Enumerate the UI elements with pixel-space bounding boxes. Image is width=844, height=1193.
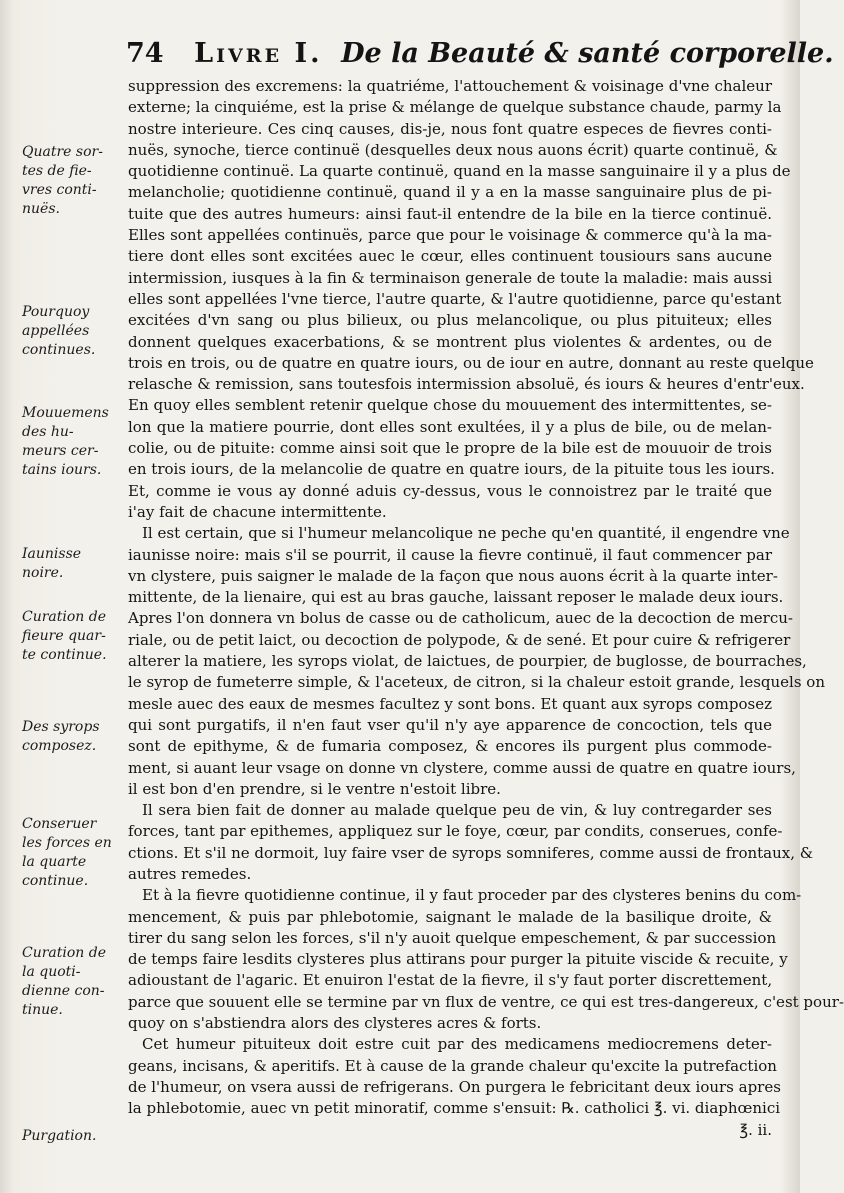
text-line: iaunisse noire: mais s'il se pourrit, il cause la fievre continuë, il faut commencer par xyxy=(128,545,772,564)
text-line: autres remedes. xyxy=(128,864,252,883)
margin-line: la quarte xyxy=(22,854,87,870)
margin-line: nuës. xyxy=(22,201,60,217)
text-line: nostre interieure. Ces cinq causes, dis-je, nous font quatre especes de fievres conti- xyxy=(128,119,772,138)
text-line: nuës, synoche, tierce continuë (desquelles deux nous auons écrit) quarte continuë, & xyxy=(128,140,778,159)
text-line: lon que la matiere pourrie, dont elles sont exultées, il y a plus de bile, ou de melan- xyxy=(128,417,772,436)
text-line: Elles sont appellées continuës, parce que pour le voisinage & commerce qu'à la ma- xyxy=(128,226,772,245)
margin-line: Quatre sor- xyxy=(22,144,103,160)
margin-line: Des syrops xyxy=(22,719,100,735)
text-line: riale, ou de petit laict, ou decoction de polypode, & de sené. Et pour cuire & refrigerer xyxy=(128,630,791,649)
text-line: quoy on s'abstiendra alors des clysteres acres & forts. xyxy=(128,1014,542,1033)
text-line: Cet humeur pituiteux doit estre cuit par des medicamens mediocremens deter- xyxy=(142,1035,772,1054)
margin-note xyxy=(22,143,122,219)
text-line: suppression des excremens: la quatriéme, l'attouchement & voisinage d'vne chaleur xyxy=(128,77,772,95)
text-line: En quoy elles semblent retenir quelque chose du mouuement des intermittentes, se- xyxy=(128,396,772,415)
running-header xyxy=(126,34,834,74)
margin-line: vres conti- xyxy=(22,182,97,198)
margin-line: composez. xyxy=(22,738,97,754)
margin-line: fieure quar- xyxy=(22,628,106,644)
text-line: relasche & remission, sans toutesfois intermission absoluë, és iours & heures d'entr'eux. xyxy=(128,375,805,394)
text-line: Et à la fievre quotidienne continue, il y faut proceder par des clysteres benins du com- xyxy=(142,886,802,905)
text-line: ℥. ii. xyxy=(739,1120,772,1139)
margin-line: Purgation. xyxy=(22,1128,97,1144)
margin-line: des hu- xyxy=(22,424,74,440)
text-line: tiere dont elles sont excitées auec le cœur, elles continuent tousiours sans aucune xyxy=(128,247,772,266)
text-line: adioustant de l'agaric. Et enuiron l'estat de la fievre, il s'y faut porter discrettement, xyxy=(128,971,773,990)
margin-line: appellées xyxy=(22,323,90,339)
margin-note xyxy=(22,815,122,891)
margin-line: continues. xyxy=(22,342,96,358)
margin-line: meurs cer- xyxy=(22,443,99,459)
margin-line: Pourquoy xyxy=(22,304,90,320)
text-line: ment, si auant leur vsage on donne vn clystere, comme aussi de quatre en quatre iours, xyxy=(128,758,796,777)
margin-note xyxy=(22,718,122,756)
text-line: vn clystere, puis saigner le malade de la façon que nous auons écrit à la quarte inter- xyxy=(128,566,778,585)
text-line: elles sont appellées l'vne tierce, l'autre quarte, & l'autre quotidienne, parce qu'estant xyxy=(128,289,782,308)
margin-line: tains iours. xyxy=(22,462,102,478)
margin-note xyxy=(22,1127,122,1146)
text-line: mencement, & puis par phlebotomie, saignant le malade de la basilique droite, & xyxy=(128,907,772,926)
text-line: il est bon d'en prendre, si le ventre n'estoit libre. xyxy=(128,779,501,798)
text-line: alterer la matiere, les syrops violat, de laictues, de pourpier, de buglosse, de bourraches, xyxy=(128,652,807,671)
margin-line: tes de fie- xyxy=(22,163,92,179)
text-line: donnent quelques exacerbations, & se montrent plus violentes & ardentes, ou de xyxy=(128,332,772,351)
header-title: De la Beauté & santé corporelle. xyxy=(341,38,834,69)
text-line: ctions. Et s'il ne dormoit, luy faire vser de syrops somniferes, comme aussi de frontaux, & xyxy=(128,843,814,862)
margin-note xyxy=(22,944,122,1020)
text-line: Il sera bien fait de donner au malade quelque peu de vin, & luy contregarder ses xyxy=(142,801,772,820)
text-line: externe; la cinquiéme, est la prise & mélange de quelque substance chaude, parmy la xyxy=(128,98,782,117)
text-line: qui sont purgatifs, il n'en faut vser qu'il n'y aye apparence de concoction, tels que xyxy=(128,715,772,734)
text-line: intermission, iusques à la fin & terminaison generale de toute la maladie: mais aussi xyxy=(128,268,773,287)
margin-line: la quoti- xyxy=(22,964,81,980)
text-line: tirer du sang selon les forces, s'il n'y auoit quelque empeschement, & par succession xyxy=(128,928,777,947)
margin-line: Curation de xyxy=(22,945,107,961)
margin-note xyxy=(22,404,122,480)
margin-line: Iaunisse xyxy=(22,546,82,562)
margin-line: noire. xyxy=(22,565,64,581)
text-line: Il est certain, que si l'humeur melancolique ne peche qu'en quantité, il engendre vne xyxy=(142,524,790,543)
margin-line: continue. xyxy=(22,873,89,889)
text-line: mittente, de la lienaire, qui est au bras gauche, laissant reposer le malade deux iours. xyxy=(128,588,784,607)
text-line: de l'humeur, on vsera aussi de refrigerans. On purgera le febricitant deux iours apres xyxy=(128,1077,781,1096)
margin-line: tinue. xyxy=(22,1002,63,1018)
margin-note xyxy=(22,608,122,665)
margin-line: Conseruer xyxy=(22,816,97,832)
text-line: parce que souuent elle se termine par vn flux de ventre, ce qui est tres-dangereux, c'est pour- xyxy=(128,992,844,1011)
text-line: en trois iours, de la melancolie de quatre en quatre iours, de la pituite tous les iours. xyxy=(128,460,775,479)
margin-note xyxy=(22,303,122,360)
book-label: Livre I. xyxy=(194,38,323,69)
margin-line: te continue. xyxy=(22,647,107,663)
text-line: de temps faire lesdits clysteres plus attirans pour purger la pituite viscide & recuite, y xyxy=(128,950,788,969)
margin-line: Mouuemens xyxy=(22,405,109,421)
text-line: trois en trois, ou de quatre en quatre iours, ou de iour en autre, donnant au reste quelque xyxy=(128,353,814,372)
text-line: geans, incisans, & aperitifs. Et à cause de la grande chaleur qu'excite la putrefaction xyxy=(128,1056,777,1075)
text-line: mesle auec des eaux de mesmes facultez y sont bons. Et quant aux syrops composez xyxy=(128,694,772,713)
text-line: la phlebotomie, auec vn petit minoratif, comme s'ensuit: ℞. catholici ℥. vi. diaphœnici xyxy=(128,1099,781,1118)
margin-line: dienne con- xyxy=(22,983,105,999)
margin-line: les forces en xyxy=(22,835,112,851)
page-number: 74 xyxy=(126,38,164,69)
text-line: sont de epithyme, & de fumaria composez, & encores ils purgent plus commode- xyxy=(128,737,772,756)
text-line: forces, tant par epithemes, appliquez sur le foye, cœur, par condits, conserues, confe- xyxy=(128,822,783,841)
body-text xyxy=(128,76,844,1141)
text-line: excitées d'vn sang ou plus bilieux, ou plus melancolique, ou plus pituiteux; elles xyxy=(128,311,772,330)
text-line: melancholie; quotidienne continuë, quand il y a en la masse sanguinaire plus de pi- xyxy=(128,183,772,202)
margin-line: Curation de xyxy=(22,609,107,625)
text-line: colie, ou de pituite: comme ainsi soit que le propre de la bile est de mouuoir de trois xyxy=(128,439,772,458)
text-line: quotidienne continuë. La quarte continuë, quand en la masse sanguinaire il y a plus de xyxy=(128,162,791,181)
text-line: i'ay fait de chacune intermittente. xyxy=(128,502,387,521)
text-line: tuite que des autres humeurs: ainsi faut-il entendre de la bile en la tierce continuë. xyxy=(128,204,772,223)
text-line: Apres l'on donnera vn bolus de casse ou de catholicum, auec de la decoction de mercu- xyxy=(128,609,793,628)
text-line: le syrop de fumeterre simple, & l'aceteux, de citron, si la chaleur estoit grande, lesquels on xyxy=(128,673,825,692)
margin-note xyxy=(22,545,122,583)
text-line: Et, comme ie vous ay donné aduis cy-dessus, vous le connoistrez par le traité que xyxy=(128,481,772,500)
